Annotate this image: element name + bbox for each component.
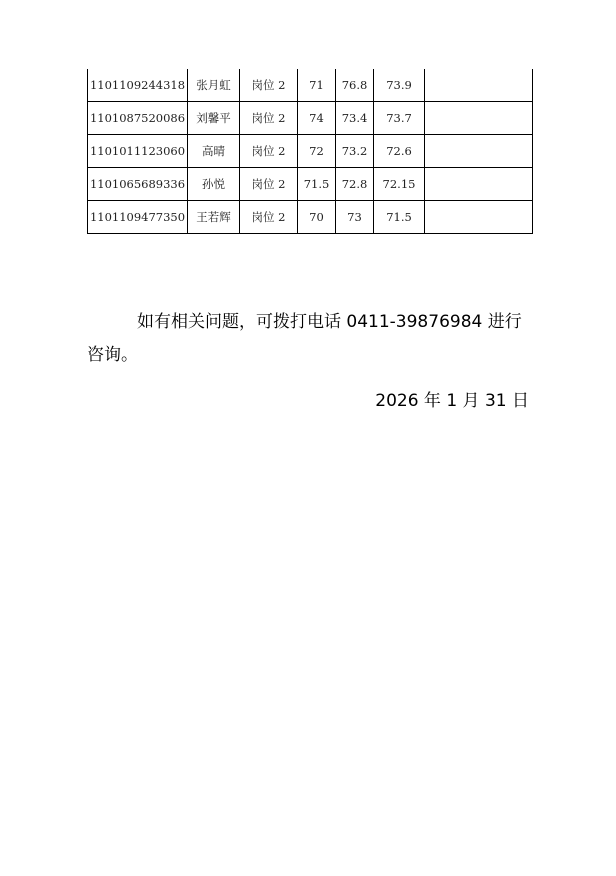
score-written: 71.5 xyxy=(298,168,336,201)
remark-cell xyxy=(425,135,533,168)
table-row xyxy=(88,168,533,201)
score-total: 72.6 xyxy=(374,135,425,168)
candidate-position: 岗位 2 xyxy=(240,69,298,102)
remark-cell xyxy=(425,69,533,102)
remark-cell xyxy=(425,201,533,234)
table-row xyxy=(88,135,533,168)
remark-cell xyxy=(425,168,533,201)
remark-cell xyxy=(425,102,533,135)
candidate-id: 1101109477350 xyxy=(88,201,188,234)
score-written: 70 xyxy=(298,201,336,234)
table-row xyxy=(88,69,533,102)
candidate-id: 1101011123060 xyxy=(88,135,188,168)
score-written: 74 xyxy=(298,102,336,135)
score-written: 72 xyxy=(298,135,336,168)
candidate-position: 岗位 2 xyxy=(240,135,298,168)
score-total: 71.5 xyxy=(374,201,425,234)
score-interview: 76.8 xyxy=(336,69,374,102)
candidate-name: 孙悦 xyxy=(188,168,240,201)
candidate-id: 1101109244318 xyxy=(88,69,188,102)
score-total: 72.15 xyxy=(374,168,425,201)
score-written: 71 xyxy=(298,69,336,102)
table-row xyxy=(88,201,533,234)
score-total: 73.9 xyxy=(374,69,425,102)
table-row xyxy=(88,102,533,135)
candidate-name: 刘馨平 xyxy=(188,102,240,135)
candidate-id: 1101087520086 xyxy=(88,102,188,135)
candidate-name: 王若辉 xyxy=(188,201,240,234)
candidate-name: 张月虹 xyxy=(188,69,240,102)
results-table xyxy=(87,69,533,234)
candidate-position: 岗位 2 xyxy=(240,201,298,234)
score-interview: 73.2 xyxy=(336,135,374,168)
candidate-id: 1101065689336 xyxy=(88,168,188,201)
candidate-position: 岗位 2 xyxy=(240,168,298,201)
score-interview: 72.8 xyxy=(336,168,374,201)
contact-notice: 如有相关问题，可拨打电话 0411-39876984 进行咨询。 xyxy=(87,312,522,365)
score-total: 73.7 xyxy=(374,102,425,135)
candidate-position: 岗位 2 xyxy=(240,102,298,135)
score-interview: 73.4 xyxy=(336,102,374,135)
notice-date: 2026 年 1 月 31 日 xyxy=(375,391,529,411)
candidate-name: 高晴 xyxy=(188,135,240,168)
score-interview: 73 xyxy=(336,201,374,234)
